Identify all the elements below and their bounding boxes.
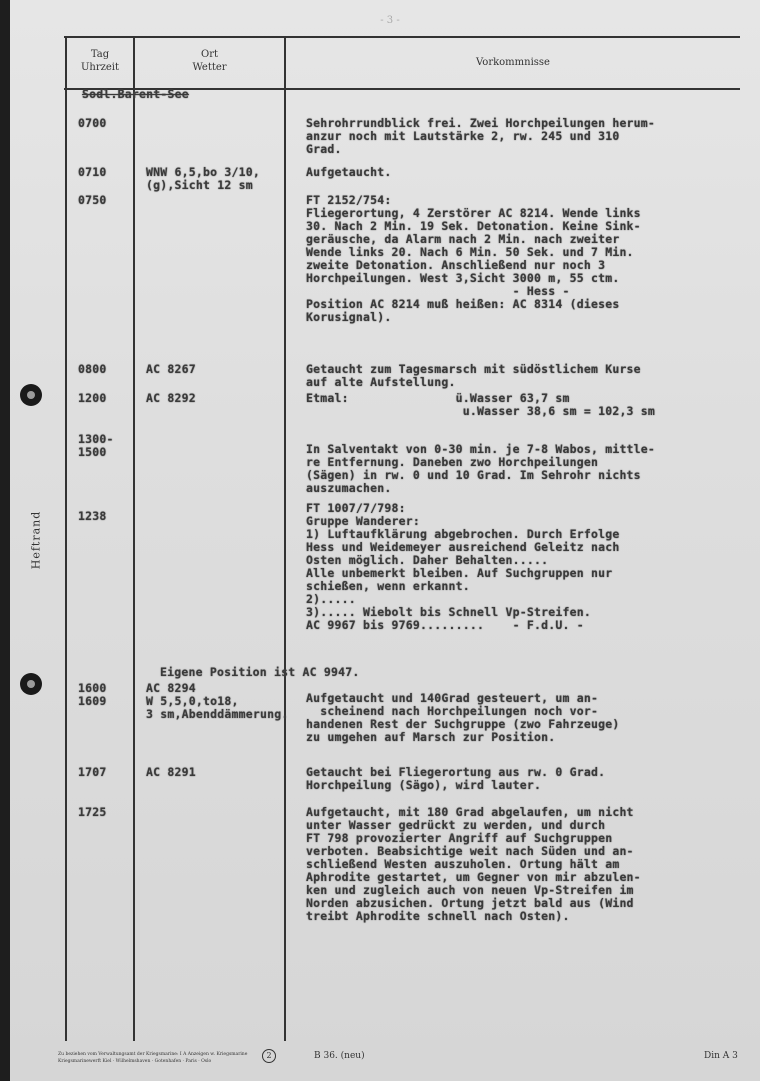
punch-hole-top [20, 384, 42, 406]
footer-paper-size: Din A 3 [704, 1051, 738, 1061]
entry-events: Aufgetaucht und 140Grad gesteuert, um an- scheinend nach Horchpeilungen noch vor- handenen Rest der Suchgruppe (zwo Fahrzeuge) zu umgehen auf Marsch zur Position. [306, 691, 620, 744]
entry-time: 0710 [78, 165, 107, 179]
entry-place: WNW 6,5,bo 3/10, (g),Sicht 12 sm [146, 165, 260, 192]
entry-time: 1600 1609 [78, 681, 107, 708]
binding-margin-label: Heftrand [29, 510, 43, 570]
page-number-top: - 3 - [380, 15, 400, 26]
entry-events: Etmal: ü.Wasser 63,7 sm u.Wasser 38,6 sm = 102,3 sm [306, 391, 656, 418]
column-line-1 [133, 38, 135, 1041]
entry-time: 0750 [78, 193, 107, 207]
entry-place: AC 8292 [146, 391, 196, 405]
footer-form-number: B 36. (neu) [314, 1051, 365, 1061]
punch-hole-bottom [20, 673, 42, 695]
footer-publisher-line-2: Kriegsmarinewerft Kiel · Wilhelmshaven · Gotenhafen · Paris · Oslo [58, 1059, 212, 1064]
entry-events: In Salventakt von 0-30 min. je 7-8 Wabos, mittle- re Entfernung. Daneben zwo Horchpeilungen (Sägen) in rw. 0 und 10 Grad. Im Sehrohr nichts auszumachen. [306, 442, 656, 495]
header-date-time: Tag Uhrzeit [80, 49, 120, 73]
entry-time: 1300- 1500 [78, 432, 114, 459]
entry-place: AC 8267 [146, 362, 196, 376]
entry-place: Sodl.Barent-See [82, 87, 189, 101]
entry-time: 0800 [78, 362, 107, 376]
own-position-note: Eigene Position ist AC 9947. [160, 665, 360, 679]
entry-time: 1238 [78, 509, 107, 523]
footer-publisher-line-1: Zu beziehen vom Verwaltungsamt der Kriegsmarine: I A Anzeigen w. Kriegsmarine [58, 1052, 248, 1057]
header-place-weather: Ort Wetter [192, 49, 227, 73]
column-line-2 [284, 38, 286, 1041]
entry-time: 1725 [78, 805, 107, 819]
entry-events: Getaucht zum Tagesmarsch mit südöstlichem Kurse auf alte Aufstellung. [306, 362, 641, 389]
entry-events: Aufgetaucht. [306, 165, 392, 179]
entry-time: 1200 [78, 391, 107, 405]
entry-events: Getaucht bei Fliegerortung aus rw. 0 Grad. Horchpeilung (Sägo), wird lauter. [306, 765, 606, 792]
column-line-left [65, 38, 67, 1041]
page-left-edge-shadow [0, 0, 10, 1081]
entry-events: Aufgetaucht, mit 180 Grad abgelaufen, um nicht unter Wasser gedrückt zu werden, und durch FT 798 provozierter Angriff auf Suchgruppen verboten. Beabsichtige weit nach Süden und an- schließend Westen auszuholen. Ortung hält am Aphrodite gestartet, um Gegner von mir abzulen- ken und zugleich auch von neuen Vp-Streifen im Norden abzusichen. Ortung jetzt bald aus (Wind treibt Aphrodite schnell nach Osten). [306, 805, 641, 923]
entry-events: FT 2152/754: Fliegerortung, 4 Zerstörer AC 8214. Wende links 30. Nach 2 Min. 19 Sek. Detonation. Keine Sink- geräusche, da Alarm nach 2 Min. nach zweiter Wende links 20. Nach 6 Min. 50 Sek. und 7 Min. zweite Detonation. Anschließend nur noch 3 Horchpeilungen. West 3,Sicht 3000 m, 55 ctm. - Hess - Position AC 8214 muß heißen: AC 8314 (dieses Korusignal). [306, 193, 641, 324]
entry-events: Sehrohrrundblick frei. Zwei Horchpeilungen herum- anzur noch mit Lautstärke 2, rw. 245 und 310 Grad. [306, 116, 656, 156]
footer-circle-number: 2 [262, 1049, 276, 1063]
entry-place: AC 8294 W 5,5,0,to18, 3 sm,Abenddämmerung. [146, 681, 289, 721]
entry-place: AC 8291 [146, 765, 196, 779]
entry-time: 1707 [78, 765, 107, 779]
entry-events: FT 1007/7/798: Gruppe Wanderer: 1) Luftaufklärung abgebrochen. Durch Erfolge Hess und Weidemeyer ausreichend Geleitz nach Osten möglich. Daher Behalten..... Alle unbemerkt bleiben. Auf Suchgruppen nur schießen, wenn erkannt. 2)..... 3)..... Wiebolt bis Schnell Vp-Streifen. AC 9967 bis 9769......... - F.d.U. - [306, 501, 620, 632]
header-events: Vorkommnisse [476, 57, 550, 68]
entry-time: 0700 [78, 116, 107, 130]
top-rule [64, 36, 740, 38]
